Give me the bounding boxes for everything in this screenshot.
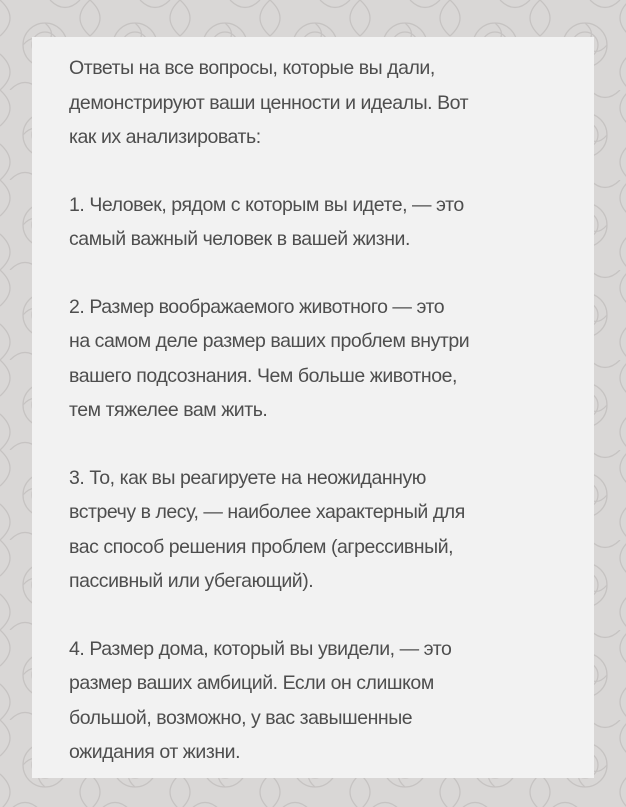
text-line: вас способ решения проблем (агрессивный, bbox=[69, 535, 454, 558]
text-line: самый важный человек в вашей жизни. bbox=[69, 228, 410, 250]
text-line: 2. Размер воображаемого животного — это bbox=[69, 295, 445, 318]
point-1-paragraph bbox=[69, 188, 574, 257]
text-line: 4. Размер дома, который вы увидели, — это bbox=[69, 637, 452, 660]
text-card bbox=[32, 37, 594, 778]
text-line: тем тяжелее вам жить. bbox=[69, 399, 268, 421]
point-4-paragraph bbox=[69, 632, 574, 770]
text-line: размер ваших амбиций. Если он слишком bbox=[69, 672, 434, 694]
text-line: 3. То, как вы реагируете на неожиданную bbox=[69, 466, 426, 489]
text-line: демонстрируют ваши ценности и идеалы. Вот bbox=[69, 91, 469, 114]
text-line: пассивный или убегающий). bbox=[69, 570, 314, 592]
text-line: 1. Человек, рядом с которым вы идете, — это bbox=[69, 193, 464, 216]
text-line: встречу в лесу, — наиболее характерный для bbox=[69, 501, 465, 523]
text-line: вашего подсознания. Чем больше животное, bbox=[69, 364, 457, 387]
text-line: большой, возможно, у вас завышенные bbox=[69, 706, 413, 729]
text-line: на самом деле размер ваших проблем внутри bbox=[69, 330, 470, 352]
text-line: Ответы на все вопросы, которые вы дали, bbox=[69, 57, 435, 79]
point-2-paragraph bbox=[69, 290, 574, 428]
text-line: ожидания от жизни. bbox=[69, 741, 241, 763]
point-3-paragraph bbox=[69, 461, 574, 599]
text-line: как их анализировать: bbox=[69, 126, 261, 148]
intro-paragraph bbox=[69, 51, 574, 155]
